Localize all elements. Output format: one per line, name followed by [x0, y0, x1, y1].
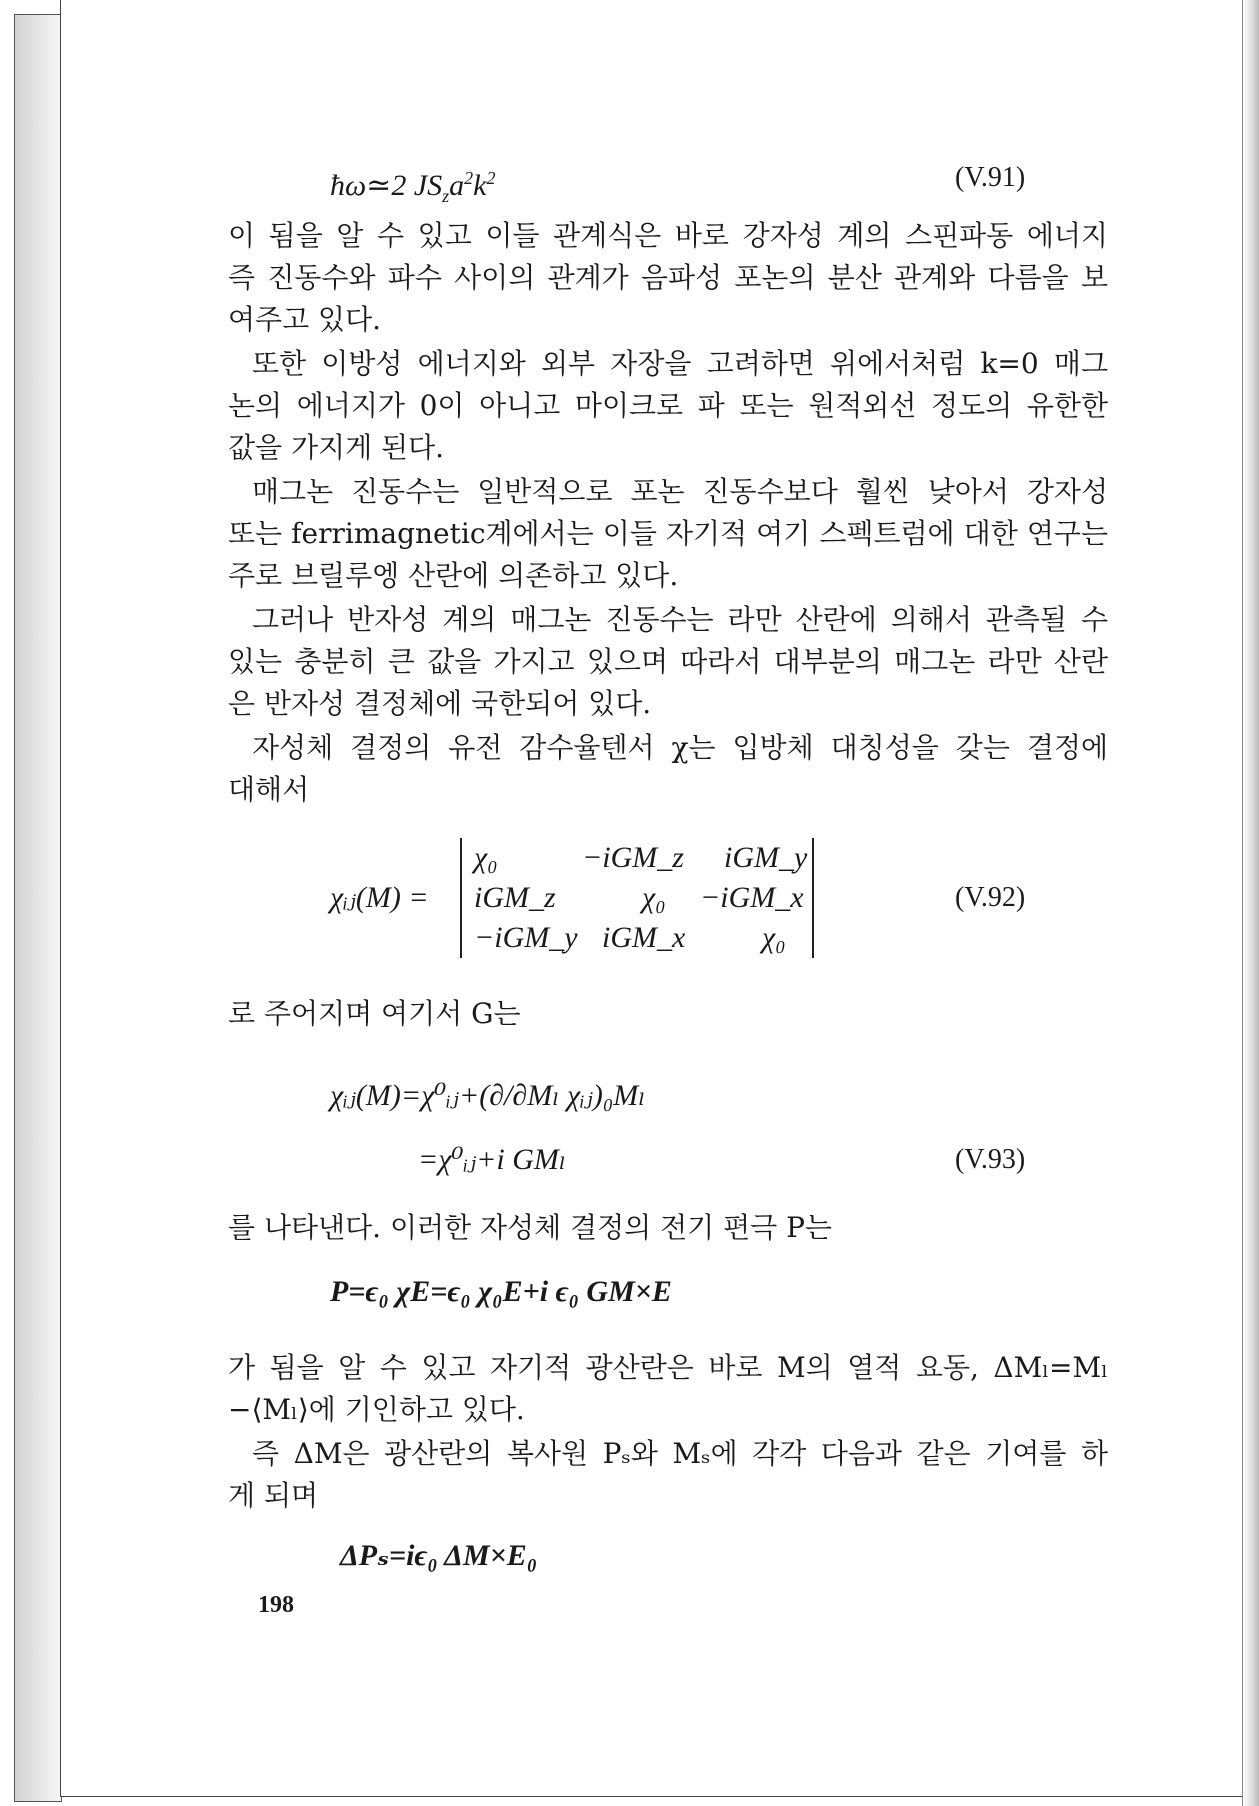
- paragraph-line: 로 주어지며 여기서 G는: [228, 997, 521, 1030]
- paragraph-line: −⟨Mₗ⟩에 기인하고 있다.: [228, 1393, 525, 1426]
- matrix-cell: χ₀: [642, 881, 666, 914]
- equation-v93-line1: χᵢⱼ(M)=χ⁰ᵢⱼ+(∂/∂Mₗ χᵢⱼ)₀Mₗ: [330, 1079, 646, 1112]
- matrix-cell: iGM_z: [474, 881, 556, 914]
- susceptibility-matrix: [460, 838, 814, 958]
- book-edge-right: [1242, 0, 1259, 1806]
- paragraph-line: 있는 충분히 큰 값을 가지고 있으며 따라서 대부분의 매그논 라만 산란: [228, 645, 1108, 678]
- paragraph-line: 를 나타낸다. 이러한 자성체 결정의 전기 편극 P는: [228, 1211, 832, 1244]
- matrix-cell: −iGM_x: [700, 881, 804, 914]
- matrix-cell: χ₀: [762, 921, 786, 954]
- paragraph-line: 값을 가지게 된다.: [228, 431, 445, 464]
- paragraph-line: 즉 진동수와 파수 사이의 관계가 음파성 포논의 분산 관계와 다름을 보: [228, 261, 1108, 294]
- matrix-cell: iGM_y: [724, 841, 808, 874]
- paragraph-line: 이 됨을 알 수 있고 이들 관계식은 바로 강자성 계의 스핀파동 에너지: [228, 219, 1108, 252]
- paragraph-line: 가 됨을 알 수 있고 자기적 광산란은 바로 M의 열적 요동, ΔMₗ=Mₗ: [228, 1351, 1108, 1384]
- equation-v92-lhs: χᵢⱼ(M) =: [330, 881, 429, 914]
- book-edge-left: [14, 14, 62, 1802]
- equation-v93-line2: =χ⁰ᵢⱼ+i GMₗ: [418, 1143, 567, 1176]
- paragraph-line: 매그논 진동수는 일반적으로 포논 진동수보다 훨씬 낮아서 강자성: [252, 475, 1108, 508]
- paragraph-line: 여주고 있다.: [228, 303, 382, 336]
- paragraph-line: 자성체 결정의 유전 감수율텐서 χ는 입방체 대칭성을 갖는 결정에: [252, 731, 1108, 764]
- paragraph-line: 즉 ΔM은 광산란의 복사원 Pₛ와 Mₛ에 각각 다음과 같은 기여를 하: [252, 1437, 1108, 1470]
- paragraph-line: 논의 에너지가 0이 아니고 마이크로 파 또는 원적외선 정도의 유한한: [228, 389, 1108, 422]
- equation-delta-ps: ΔPₛ=iϵ₀ ΔM×E₀: [340, 1539, 538, 1572]
- paragraph-line: 게 되며: [228, 1479, 319, 1512]
- equation-label-v93: (V.93): [955, 1144, 1026, 1175]
- paragraph-line: 은 반자성 결정체에 국한되어 있다.: [228, 687, 652, 720]
- paragraph-line: 주로 브릴루엥 산란에 의존하고 있다.: [228, 559, 679, 592]
- equation-label-v91: (V.91): [955, 162, 1026, 193]
- paragraph-line: 그러나 반자성 계의 매그논 진동수는 라만 산란에 의해서 관측될 수: [252, 603, 1108, 636]
- matrix-cell: χ₀: [474, 841, 498, 874]
- paragraph-line: 또는 ferrimagnetic계에서는 이들 자기적 여기 스펙트럼에 대한 연구는: [228, 517, 1108, 550]
- paragraph-line: 또한 이방성 에너지와 외부 자장을 고려하면 위에서처럼 k=0 매그: [252, 347, 1108, 380]
- matrix-cell: −iGM_y: [474, 921, 578, 954]
- equation-label-v92: (V.92): [955, 882, 1026, 913]
- page-number: 198: [258, 1592, 294, 1618]
- matrix-cell: −iGM_z: [582, 841, 684, 874]
- matrix-cell: iGM_x: [602, 921, 686, 954]
- equation-v91: ħω≃2 $JS_za^2k^2$: [330, 168, 496, 206]
- equation-polarization: P=ϵ₀ χE=ϵ₀ χ₀E+i ϵ₀ GM×E: [330, 1275, 672, 1308]
- paragraph-line: 대해서: [228, 773, 310, 806]
